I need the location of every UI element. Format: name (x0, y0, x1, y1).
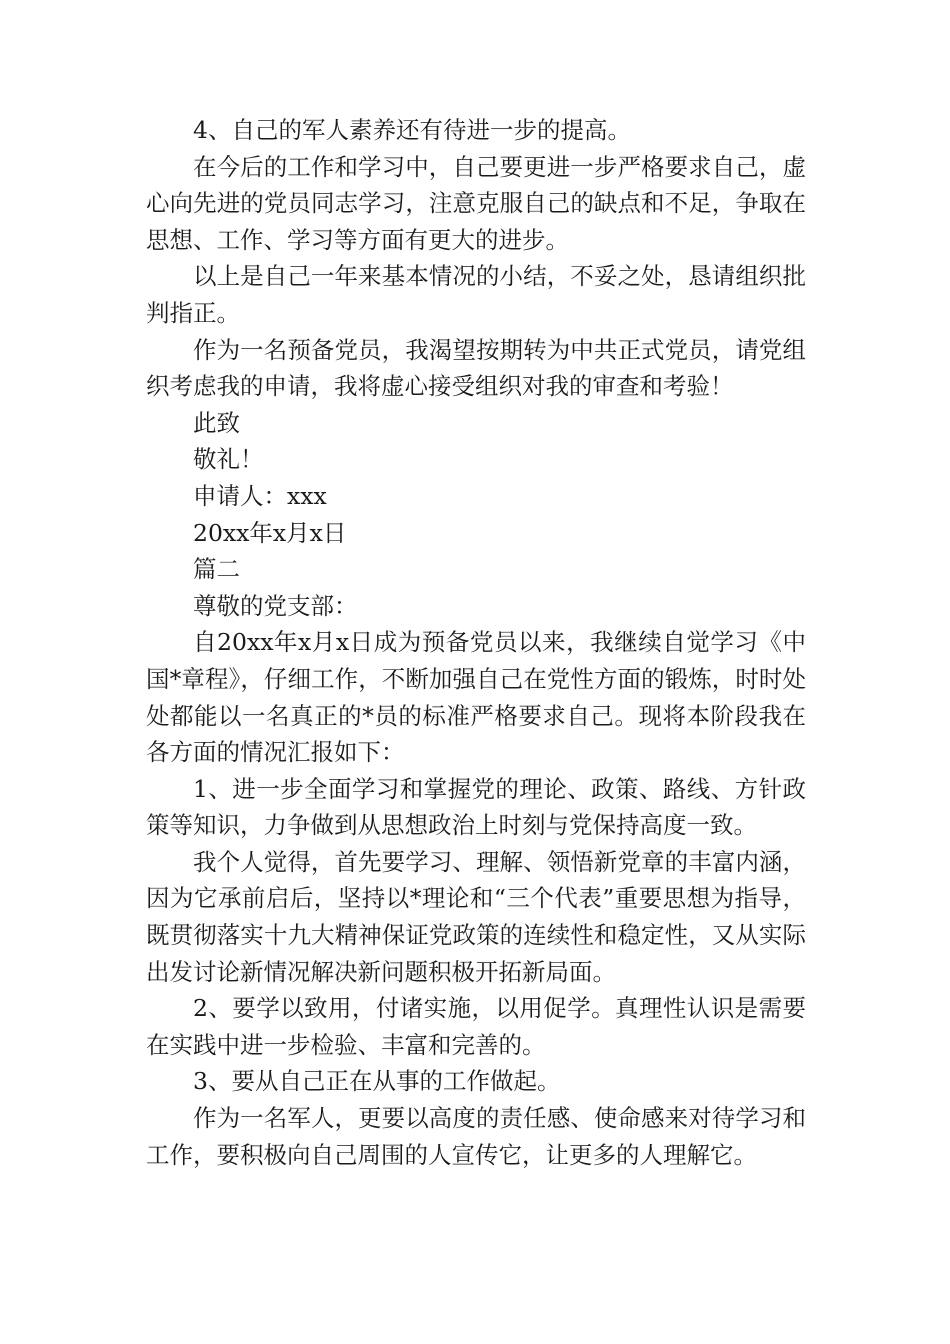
paragraph: 我个人觉得，首先要学习、理解、领悟新党章的丰富内涵，因为它承前启后，坚持以*理论和“三个代表”重要思想为指导，既贯彻落实十九大精神保证党政策的连续性和稳定性，又从实际出发讨论新情况解决新问题积极开拓新局面。 (146, 847, 806, 986)
closing-respect: 敬礼！ (193, 445, 264, 474)
applicant-line: 申请人：xxx (193, 481, 327, 510)
paragraph: 4、自己的军人素养还有待进一步的提高。 (193, 116, 631, 144)
paragraph: 作为一名预备党员，我渴望按期转为中共正式党员，请党组织考虑我的申请，我将虚心接受组织对我的审查和考验！ (146, 335, 806, 401)
paragraph: 1、进一步全面学习和掌握党的理论、政策、路线、方针政策等知识，力争做到从思想政治上时刻与党保持高度一致。 (146, 774, 806, 840)
closing-salutation: 此致 (193, 408, 240, 437)
date-line: 20xx年x月x日 (193, 518, 347, 547)
paragraph: 作为一名军人，更要以高度的责任感、使命感来对待学习和工作，要积极向自己周围的人宣传它，让更多的人理解它。 (146, 1104, 806, 1169)
paragraph: 2、要学以致用，付诸实施，以用促学。真理性认识是需要在实践中进一步检验、丰富和完善的。 (146, 994, 806, 1059)
paragraph: 3、要从自己正在从事的工作做起。 (193, 1067, 561, 1096)
document-body (146, 112, 806, 1173)
paragraph: 在今后的工作和学习中，自己要更进一步严格要求自己，虚心向先进的党员同志学习，注意克服自己的缺点和不足，争取在思想、工作、学习等方面有更大的进步。 (146, 152, 806, 254)
paragraph: 自20xx年x月x日成为预备党员以来，我继续自觉学习《中国*章程》，仔细工作，不断加强自己在党性方面的锻炼，时时处处都能以一名真正的*员的标准严格要求自己。现将本阶段我在各方面的情况汇报如下： (146, 628, 806, 767)
section-heading: 篇二 (193, 555, 240, 584)
greeting: 尊敬的党支部： (193, 591, 358, 620)
paragraph: 以上是自己一年来基本情况的小结，不妥之处，恳请组织批判指正。 (146, 262, 806, 327)
